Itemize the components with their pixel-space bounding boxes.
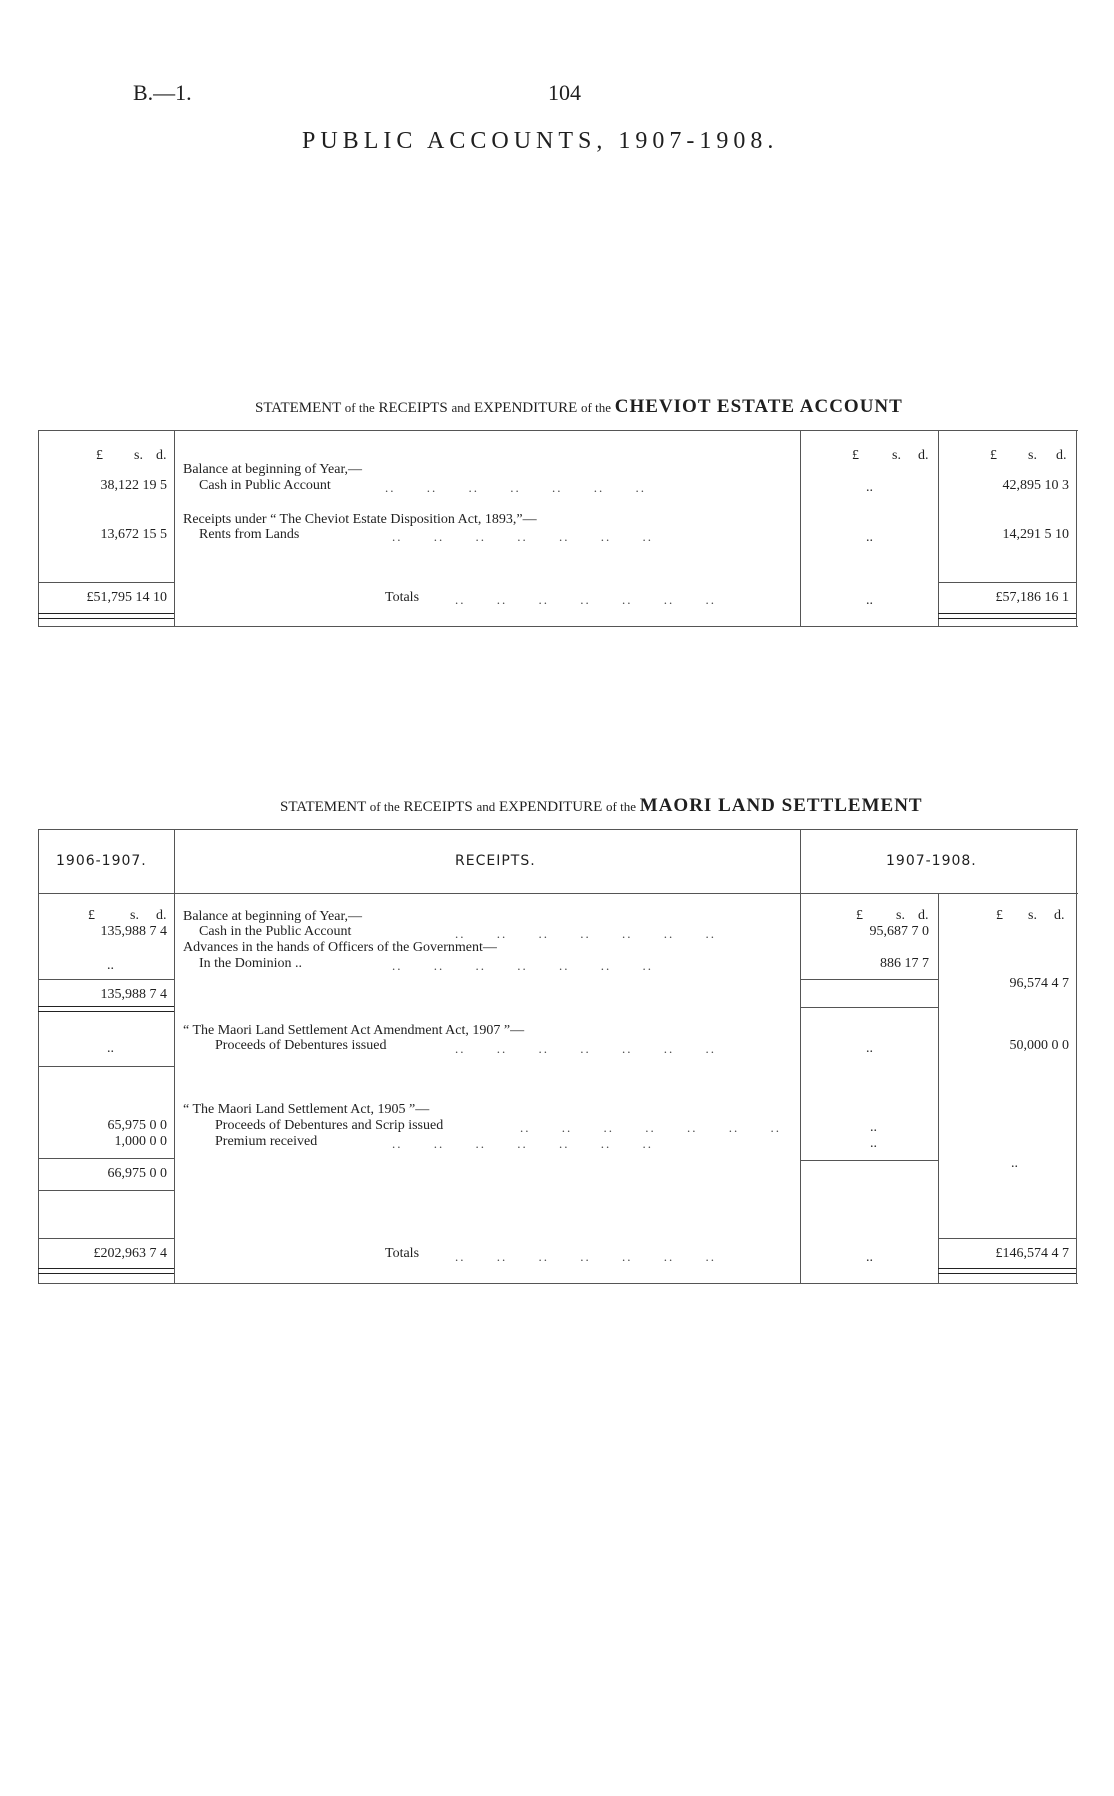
- section-heading: Balance at beginning of Year,—: [183, 909, 363, 924]
- total-previous: £51,795 14 10: [86, 590, 167, 605]
- document-reference: B.—1.: [133, 80, 192, 105]
- currency-header-shillings: s.: [1028, 448, 1037, 463]
- subtotal-previous: 135,988 7 4: [100, 987, 167, 1002]
- subtotal-rule: [800, 1160, 938, 1161]
- empty-amount: ..: [870, 1136, 877, 1151]
- total-double-rule: [38, 1268, 174, 1274]
- cheviot-statement-title: [255, 396, 903, 418]
- total-double-rule: [38, 613, 174, 619]
- column-header-1907-1908: 1907-1908.: [886, 853, 977, 869]
- line-item-label: Cash in Public Account: [199, 478, 331, 493]
- leader-dots: .. .. .. .. .. .. ..: [455, 1249, 716, 1264]
- leader-dots: .. .. .. .. .. .. ..: [392, 1136, 653, 1151]
- section-heading: Receipts under “ The Cheviot Estate Disposition Act, 1893,”—: [183, 512, 537, 527]
- line-item-label: Premium received: [215, 1134, 318, 1149]
- column-rule: [1076, 829, 1077, 1283]
- title-account-name: CHEVIOT ESTATE ACCOUNT: [614, 396, 903, 417]
- empty-amount: ..: [866, 530, 873, 545]
- subtotal-rule: [38, 979, 174, 980]
- amount-current: 50,000 0 0: [1009, 1038, 1069, 1053]
- amount-current: 42,895 10 3: [1002, 478, 1069, 493]
- amount-current: ..: [1011, 1156, 1018, 1171]
- amount-previous: 135,988 7 4: [100, 924, 167, 939]
- currency-header-shillings: s.: [130, 908, 139, 923]
- title-word-and: and: [451, 400, 471, 415]
- title-account-name: MAORI LAND SETTLEMENT: [639, 795, 923, 816]
- subtotal-rule: [938, 1238, 1076, 1239]
- empty-amount: ..: [866, 480, 873, 495]
- section-rule: [38, 1066, 174, 1067]
- subtotal-double-rule: [38, 1006, 174, 1012]
- currency-header-shillings: s.: [1028, 908, 1037, 923]
- leader-dots: .. .. .. .. .. .. ..: [392, 958, 653, 973]
- title-word-and: and: [476, 799, 496, 814]
- subtotal-rule: [800, 979, 938, 980]
- currency-header-pence: d.: [156, 908, 167, 923]
- total-current: £57,186 16 1: [995, 590, 1069, 605]
- currency-header-pence: d.: [918, 908, 929, 923]
- subtotal-rule: [800, 1007, 938, 1008]
- column-rule: [38, 829, 39, 1283]
- currency-header-shillings: s.: [892, 448, 901, 463]
- line-item-label: Cash in the Public Account: [199, 924, 352, 939]
- currency-header-pounds: £: [852, 448, 859, 463]
- empty-amount: ..: [866, 593, 873, 608]
- leader-dots: .. .. .. .. .. .. ..: [455, 926, 716, 941]
- line-item-label: In the Dominion ..: [199, 956, 303, 971]
- title-word-expenditure: EXPENDITURE: [473, 400, 578, 416]
- section-heading: Advances in the hands of Officers of the Government—: [183, 940, 497, 955]
- column-rule: [38, 430, 39, 626]
- currency-header-pence: d.: [1056, 448, 1067, 463]
- amount-previous: ..: [107, 958, 114, 973]
- total-current: £146,574 4 7: [995, 1246, 1069, 1261]
- leader-dots: .. .. .. .. .. .. ..: [455, 1041, 716, 1056]
- subtotal-rule: [38, 582, 174, 583]
- amount-previous: 1,000 0 0: [114, 1134, 167, 1149]
- column-header-1906-1907: 1906-1907.: [56, 853, 147, 869]
- maori-statement-title: [280, 795, 923, 817]
- empty-amount: ..: [866, 1250, 873, 1265]
- column-rule: [174, 430, 175, 626]
- table-bottom-rule: [38, 1283, 1078, 1284]
- table-top-rule: [38, 430, 1078, 431]
- amount-current: 14,291 5 10: [1002, 527, 1069, 542]
- currency-header-pounds: £: [996, 908, 1003, 923]
- title-word-statement: STATEMENT: [255, 400, 342, 416]
- totals-label: Totals: [385, 590, 420, 605]
- currency-header-pence: d.: [1054, 908, 1065, 923]
- subtotal-previous: 66,975 0 0: [107, 1166, 167, 1181]
- title-word-statement: STATEMENT: [280, 799, 367, 815]
- currency-header-pounds: £: [856, 908, 863, 923]
- empty-amount: ..: [870, 1120, 877, 1135]
- line-item-label: Proceeds of Debentures issued: [215, 1038, 387, 1053]
- currency-header-pounds: £: [88, 908, 95, 923]
- header-bottom-rule: [38, 893, 1078, 894]
- currency-header-pence: d.: [918, 448, 929, 463]
- title-word-of: of the: [344, 400, 375, 415]
- title-word-expenditure: EXPENDITURE: [498, 799, 603, 815]
- leader-dots: .. .. .. .. .. .. ..: [455, 592, 716, 607]
- column-rule: [938, 430, 939, 626]
- amount-previous: ..: [107, 1041, 114, 1056]
- empty-amount: ..: [866, 1041, 873, 1056]
- column-header-receipts: RECEIPTS.: [455, 853, 536, 869]
- subtotal-rule: [938, 582, 1076, 583]
- amount-previous: 65,975 0 0: [107, 1118, 167, 1133]
- column-rule: [800, 829, 801, 1283]
- section-heading: Balance at beginning of Year,—: [183, 462, 363, 477]
- currency-header-pounds: £: [990, 448, 997, 463]
- total-previous: £202,963 7 4: [93, 1246, 167, 1261]
- page-title: PUBLIC ACCOUNTS, 1907-1908.: [302, 128, 779, 154]
- title-word-receipts: RECEIPTS: [403, 799, 473, 815]
- section-heading: “ The Maori Land Settlement Act Amendment Act, 1907 ”—: [183, 1023, 525, 1038]
- table-top-rule: [38, 829, 1078, 830]
- amount-previous: 13,672 15 5: [100, 527, 167, 542]
- currency-header-pounds: £: [96, 448, 103, 463]
- line-item-label: Rents from Lands: [199, 527, 300, 542]
- title-word-of: of the: [369, 799, 400, 814]
- subtotal-rule: [38, 1190, 174, 1191]
- column-rule: [174, 829, 175, 1283]
- table-bottom-rule: [38, 626, 1078, 627]
- leader-dots: .. .. .. .. .. .. ..: [385, 480, 646, 495]
- currency-header-shillings: s.: [134, 448, 143, 463]
- title-word-of-the: of the: [581, 400, 612, 415]
- subtotal-rule: [38, 1238, 174, 1239]
- title-word-receipts: RECEIPTS: [378, 400, 448, 416]
- amount-current-sub: 95,687 7 0: [869, 924, 929, 939]
- subtotal-rule: [38, 1158, 174, 1159]
- total-double-rule: [938, 613, 1076, 619]
- section-heading: “ The Maori Land Settlement Act, 1905 ”—: [183, 1102, 430, 1117]
- leader-dots: .. .. .. .. .. .. ..: [392, 529, 653, 544]
- title-word-of-the: of the: [606, 799, 637, 814]
- column-rule: [938, 893, 939, 1283]
- amount-current-sub: 886 17 7: [880, 956, 929, 971]
- amount-current: 96,574 4 7: [1009, 976, 1069, 991]
- line-item-label: Proceeds of Debentures and Scrip issued: [215, 1118, 444, 1133]
- column-rule: [1076, 430, 1077, 626]
- total-double-rule: [938, 1268, 1076, 1274]
- leader-dots: .. .. .. .. .. .. ..: [520, 1120, 781, 1135]
- column-rule: [800, 430, 801, 626]
- totals-label: Totals: [385, 1246, 420, 1261]
- page-number: 104: [548, 80, 581, 105]
- currency-header-shillings: s.: [896, 908, 905, 923]
- amount-previous: 38,122 19 5: [100, 478, 167, 493]
- currency-header-pence: d.: [156, 448, 167, 463]
